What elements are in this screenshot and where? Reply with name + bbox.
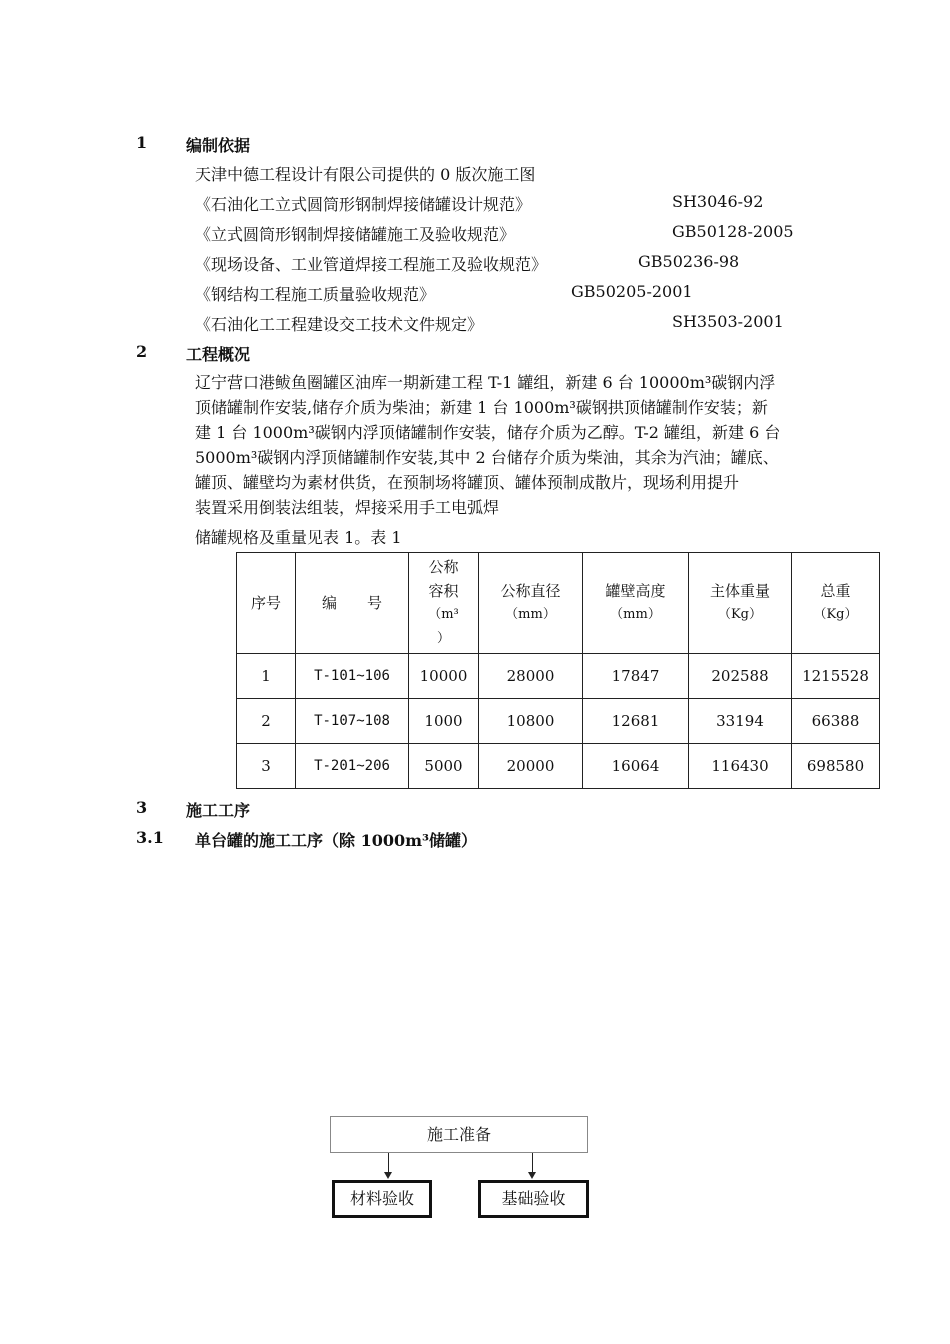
basis-ref-title: 《钢结构工程施工质量验收规范》	[195, 285, 436, 304]
section-1-number: 1	[136, 133, 148, 152]
section-3-1-title: 单台罐的施工工序（除 1000m³储罐）	[195, 831, 478, 850]
section-3-1-number: 3.1	[136, 828, 164, 847]
cell-total-weight: 698580	[792, 744, 880, 789]
cell-height: 12681	[583, 699, 689, 744]
basis-ref-code: GB50236-98	[638, 252, 740, 271]
section-3-number: 3	[136, 798, 148, 817]
section-2-number: 2	[136, 342, 148, 361]
cell-volume: 10000	[409, 654, 479, 699]
basis-ref-code: SH3503-2001	[672, 312, 784, 331]
cell-total-weight: 66388	[792, 699, 880, 744]
header-total-weight: 总重 （Kg）	[792, 553, 880, 654]
header-diameter: 公称直径 （mm）	[479, 553, 583, 654]
cell-code: T-107~108	[296, 699, 409, 744]
flow-step-prep: 施工准备	[330, 1116, 588, 1153]
flow-step-material: 材料验收	[332, 1180, 432, 1218]
header-volume: 公称 容积 （m³ ）	[409, 553, 479, 654]
cell-code: T-201~206	[296, 744, 409, 789]
cell-diameter: 20000	[479, 744, 583, 789]
section-1-title: 编制依据	[186, 136, 251, 155]
basis-ref-title: 《立式圆筒形钢制焊接储罐施工及验收规范》	[195, 225, 516, 244]
table-caption: 储罐规格及重量见表 1。表 1	[195, 528, 402, 547]
basis-ref-code: GB50128-2005	[672, 222, 794, 241]
table-header-row	[237, 553, 880, 654]
section-3-title: 施工工序	[186, 801, 251, 820]
basis-ref-title: 《现场设备、工业管道焊接工程施工及验收规范》	[195, 255, 548, 274]
table-row	[237, 744, 880, 789]
flow-arrow-head	[528, 1172, 536, 1179]
cell-seq: 3	[237, 744, 296, 789]
cell-body-weight: 202588	[689, 654, 792, 699]
cell-volume: 1000	[409, 699, 479, 744]
overview-line: 罐顶、罐壁均为素材供货，在预制场将罐顶、罐体预制成散片，现场利用提升	[195, 473, 740, 492]
tank-spec-table	[236, 552, 880, 789]
cell-volume: 5000	[409, 744, 479, 789]
cell-height: 17847	[583, 654, 689, 699]
cell-body-weight: 116430	[689, 744, 792, 789]
cell-height: 16064	[583, 744, 689, 789]
overview-line: 顶储罐制作安装,储存介质为柴油；新建 1 台 1000m³碳钢拱顶储罐制作安装；新	[195, 398, 768, 417]
overview-line: 装置采用倒装法组装，焊接采用手工电弧焊	[195, 498, 500, 517]
cell-seq: 1	[237, 654, 296, 699]
overview-line: 5000m³碳钢内浮顶储罐制作安装,其中 2 台储存介质为柴油，其余为汽油；罐底、	[195, 448, 779, 467]
cell-body-weight: 33194	[689, 699, 792, 744]
header-body-weight: 主体重量 （Kg）	[689, 553, 792, 654]
header-seq: 序号	[237, 553, 296, 654]
basis-ref-title: 《石油化工立式圆筒形钢制焊接储罐设计规范》	[195, 195, 532, 214]
basis-ref-code: SH3046-92	[672, 192, 764, 211]
basis-intro: 天津中德工程设计有限公司提供的 0 版次施工图	[195, 165, 536, 184]
cell-diameter: 28000	[479, 654, 583, 699]
basis-ref-code: GB50205-2001	[571, 282, 693, 301]
table-row	[237, 654, 880, 699]
cell-code: T-101~106	[296, 654, 409, 699]
section-2-title: 工程概况	[186, 345, 251, 364]
basis-ref-title: 《石油化工工程建设交工技术文件规定》	[195, 315, 484, 334]
overview-line: 建 1 台 1000m³碳钢内浮顶储罐制作安装，储存介质为乙醇。T-2 罐组，新建 6 台	[195, 423, 781, 442]
cell-seq: 2	[237, 699, 296, 744]
header-height: 罐壁高度 （mm）	[583, 553, 689, 654]
flow-step-foundation: 基础验收	[478, 1180, 589, 1218]
table-row	[237, 699, 880, 744]
cell-diameter: 10800	[479, 699, 583, 744]
cell-total-weight: 1215528	[792, 654, 880, 699]
header-code: 编 号	[296, 553, 409, 654]
flow-arrow-head	[384, 1172, 392, 1179]
overview-line: 辽宁营口港鲅鱼圈罐区油库一期新建工程 T-1 罐组，新建 6 台 10000m³碳钢内浮	[195, 373, 776, 392]
